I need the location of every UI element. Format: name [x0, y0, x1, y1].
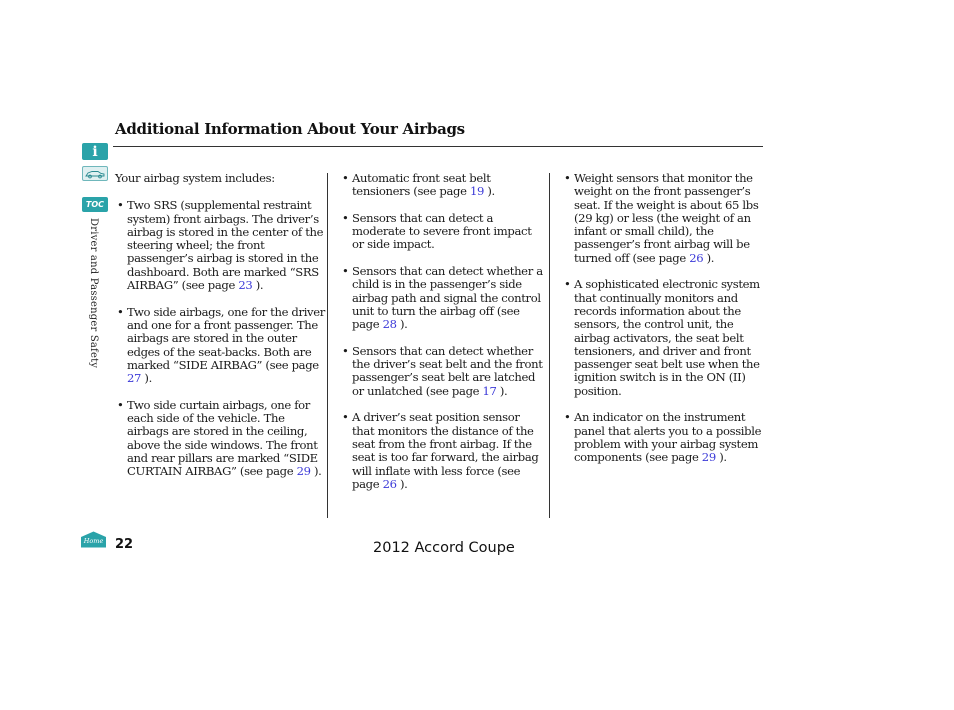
list-item-end: ).: [484, 184, 495, 199]
column-3: [562, 172, 762, 478]
page-link[interactable]: 27: [127, 371, 142, 386]
home-icon-label: Home: [83, 537, 104, 545]
column-1: [115, 172, 325, 492]
list-item-text: Two SRS (supplemental restraint system) front airbags. The driver’s airbag is stored in the center of the steering wheel; the front passenger’s airbag is stored in the dashboard. Both are marked “SRS AIRBAG” (see page: [127, 198, 324, 293]
bullet-icon: •: [117, 198, 124, 213]
toc-icon-label: TOC: [85, 200, 105, 209]
info-icon[interactable]: [82, 143, 108, 160]
bullet-icon: •: [342, 210, 349, 225]
page-link[interactable]: 29: [701, 450, 716, 465]
page-link[interactable]: 29: [296, 464, 311, 479]
list-item: [562, 411, 762, 464]
list-item-text: Two side curtain airbags, one for each side of the vehicle. The airbags are stored in the ceiling, above the side windows. The front and rear pillars are marked “SIDE CURTAIN AIRBAG” (see page: [127, 397, 318, 479]
list-item: [115, 199, 325, 292]
bullet-icon: •: [342, 171, 349, 185]
home-icon[interactable]: [80, 531, 107, 548]
page-number: 22: [115, 537, 134, 552]
list-item: [340, 411, 545, 491]
list-item-end: ).: [310, 464, 322, 479]
list-item-end: ).: [496, 383, 508, 398]
title-divider: [113, 146, 763, 147]
bullet-icon: •: [117, 304, 124, 319]
list-item-text: Sensors that can detect whether a child is in the passenger’s side airbag path and signal the control unit to turn the airbag off (see page: [352, 264, 543, 332]
bullet-icon: •: [342, 410, 349, 425]
list-item: [340, 172, 545, 199]
section-label: Driver and Passenger Safety: [88, 218, 99, 369]
list-item-text: Two side airbags, one for the driver and one for a front passenger. The airbags are stored in the outer edges of the seat-backs. Both are marked “SIDE AIRBAG” (see page: [127, 304, 325, 372]
bullet-icon: •: [564, 410, 571, 425]
column-divider: [549, 173, 550, 518]
list-item: [562, 278, 762, 398]
list-item-text: Sensors that can detect whether the driver’s seat belt and the front passenger’s seat belt are latched or unlatched (see page: [352, 343, 543, 398]
list-item-text: Weight sensors that monitor the weight on the front passenger’s seat. If the weight is about 65 lbs (29 kg) or less (the weight of an infant or small child), the passenger’s front airbag will be turned off (see page: [574, 171, 759, 265]
page-link[interactable]: 23: [238, 278, 253, 293]
list-item: [115, 306, 325, 386]
list-item: [340, 345, 545, 398]
list-item-text: A driver’s seat position sensor that monitors the distance of the seat from the front airbag. If the seat is too far forward, the airbag will inflate with less force (see page: [352, 410, 539, 491]
list-item: [340, 212, 545, 252]
page-link[interactable]: 19: [469, 184, 485, 199]
car-icon-graphic: [84, 169, 106, 179]
bullet-icon: •: [342, 343, 349, 358]
intro-text: Your airbag system includes:: [115, 171, 275, 185]
list-item-text: An indicator on the instrument panel that alerts you to a possible problem with your airbag system components (see page: [574, 410, 762, 465]
bullet-icon: •: [564, 277, 571, 292]
bullet-icon: •: [564, 171, 571, 185]
bullet-icon: •: [117, 397, 124, 412]
list-item-end: ).: [715, 450, 727, 465]
toc-icon[interactable]: [82, 197, 108, 212]
list-item-end: ).: [396, 476, 408, 491]
list-item-end: ).: [141, 371, 152, 386]
column-divider: [327, 173, 328, 518]
car-icon[interactable]: [82, 166, 108, 181]
page-link[interactable]: 28: [382, 317, 397, 332]
list-item: [340, 265, 545, 331]
list-item: [115, 399, 325, 479]
list-item-end: ).: [396, 317, 408, 332]
home-icon-graphic: [80, 531, 107, 548]
page-title: Additional Information About Your Airbags: [115, 120, 465, 138]
list-item: [562, 172, 762, 265]
footer-model: 2012 Accord Coupe: [373, 540, 515, 556]
list-item-end: ).: [252, 278, 264, 293]
list-item-text: Automatic front seat belt tensioners (see page: [352, 171, 491, 199]
bullet-icon: •: [342, 264, 349, 279]
page-link[interactable]: 26: [382, 476, 397, 491]
info-icon-glyph: i: [92, 143, 98, 160]
list-item-text: Sensors that can detect a moderate to severe front impact or side impact.: [352, 210, 532, 252]
page-link[interactable]: 26: [689, 250, 704, 265]
page-link[interactable]: 17: [482, 383, 497, 398]
column-2: [340, 172, 545, 504]
list-item-text: A sophisticated electronic system that continually monitors and records information about the sensors, the control unit, the airbag activators, the seat belt tensioners, and driver and front passenger seat belt use when the ignition switch is in the ON (II) position.: [574, 277, 760, 398]
list-item-end: ).: [703, 250, 715, 265]
